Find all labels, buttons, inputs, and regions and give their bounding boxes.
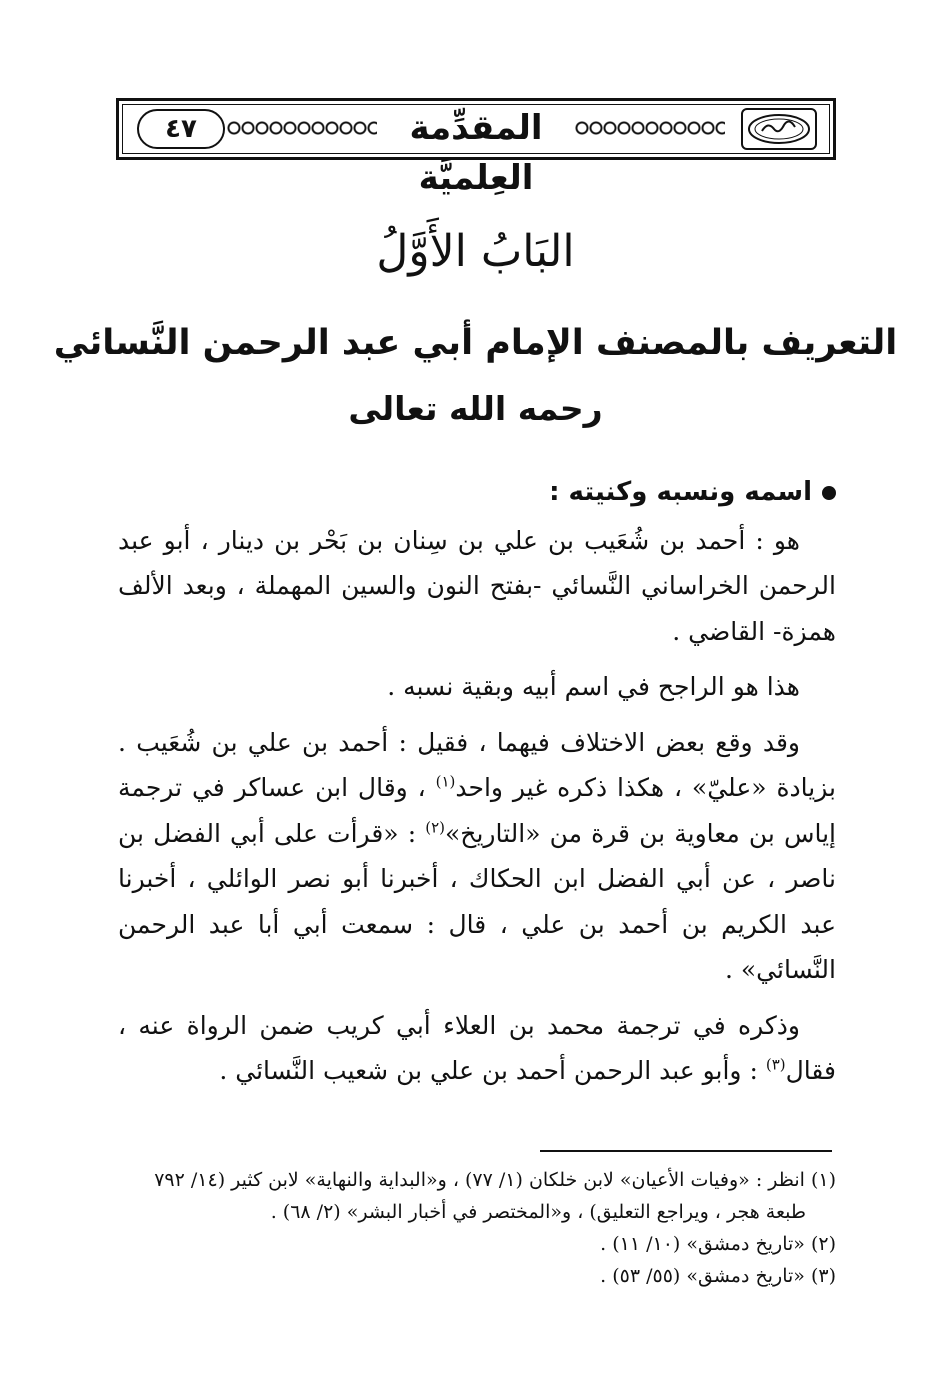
paragraph-3-part-2: ، وقال ابن عساكر في ترجمة إياس بن معاوية بن قرة من «التاريخ»: [118, 773, 836, 848]
footnote-ref-3[interactable]: (٣): [765, 1055, 786, 1074]
paragraph-4-part-1: وذكره في ترجمة محمد بن العلاء أبي كريب ضمن الرواة عنه ، فقال: [118, 1010, 836, 1085]
bullet-icon: [822, 486, 836, 500]
body-text: [118, 470, 836, 1104]
footnote-1-continued: طبعة هجر ، ويراجع التعليق) ، و«المختصر في أخبار البشر» (٢/ ٦٨) .: [270, 1201, 806, 1223]
section-heading: [118, 470, 836, 516]
footnote-ref-1[interactable]: (١): [435, 772, 456, 791]
page-number: [137, 109, 225, 149]
running-title: المقدِّمة العِلميَّة: [409, 108, 543, 198]
paragraph-4: [118, 1003, 836, 1094]
chapter-title: البَابُ الأَوَّلُ: [376, 226, 575, 277]
page-number-text: ٤٧: [165, 114, 197, 144]
footnote-1: (١) انظر : «وفيات الأعيان» لابن خلكان (١/ ٧٧) ، و«البداية والنهاية» لابن كثير (١٤/ ٧٩٢: [154, 1169, 836, 1191]
footnotes: [118, 1164, 836, 1292]
main-heading: التعريف بالمصنف الإمام أبي عبد الرحمن النَّسائي: [53, 323, 898, 363]
footnote-3: (٣) «تاريخ دمشق» (٥٥/ ٥٣) .: [600, 1265, 836, 1287]
paragraph-1: هو : أحمد بن شُعَيب بن علي بن سِنان بن بَحْر بن دينار ، أبو عبد الرحمن الخراساني النَّسائي -بفتح النون والسين المهملة ، وبعد الألف همزة- القاضي .: [118, 525, 836, 646]
paragraph-3-part-1: وقد وقع بعض الاختلاف فيهما ، فقيل : أحمد بن علي بن شُعَيب . بزيادة «عليّ» ، هكذا ذكره غير واحد: [118, 727, 837, 802]
paragraph-4-part-2: : وأبو عبد الرحمن أحمد بن علي بن شعيب النَّسائي .: [219, 1056, 766, 1085]
footnote-2: (٢) «تاريخ دمشق» (١٠/ ١١) .: [600, 1233, 836, 1255]
paragraph-3: [118, 720, 836, 993]
paragraph-3-part-3: : «قرأت على أبي الفضل بن ناصر ، عن أبي الفضل ابن الحكاك ، أخبرنا أبو نصر الوائلي ، أخبرنا عبد الكريم بن أحمد بن علي ، قال : سمعت أبي أبا عبد الرحمن النَّسائي» .: [118, 818, 836, 984]
footnote-ref-2[interactable]: (٢): [425, 818, 446, 837]
ornament-chain-right: [575, 117, 725, 139]
footnote-divider: [540, 1150, 832, 1152]
paragraph-2: هذا هو الراجح في اسم أبيه وبقية نسبه .: [387, 672, 800, 701]
header-band: [116, 98, 836, 198]
publisher-logo: [741, 108, 817, 150]
sub-heading: رحمه الله تعالى: [348, 389, 603, 428]
publisher-seal-icon: [746, 112, 812, 146]
ornament-chain-left: [227, 117, 377, 139]
section-title-text: اسمه ونسبه وكنيته :: [549, 477, 812, 507]
